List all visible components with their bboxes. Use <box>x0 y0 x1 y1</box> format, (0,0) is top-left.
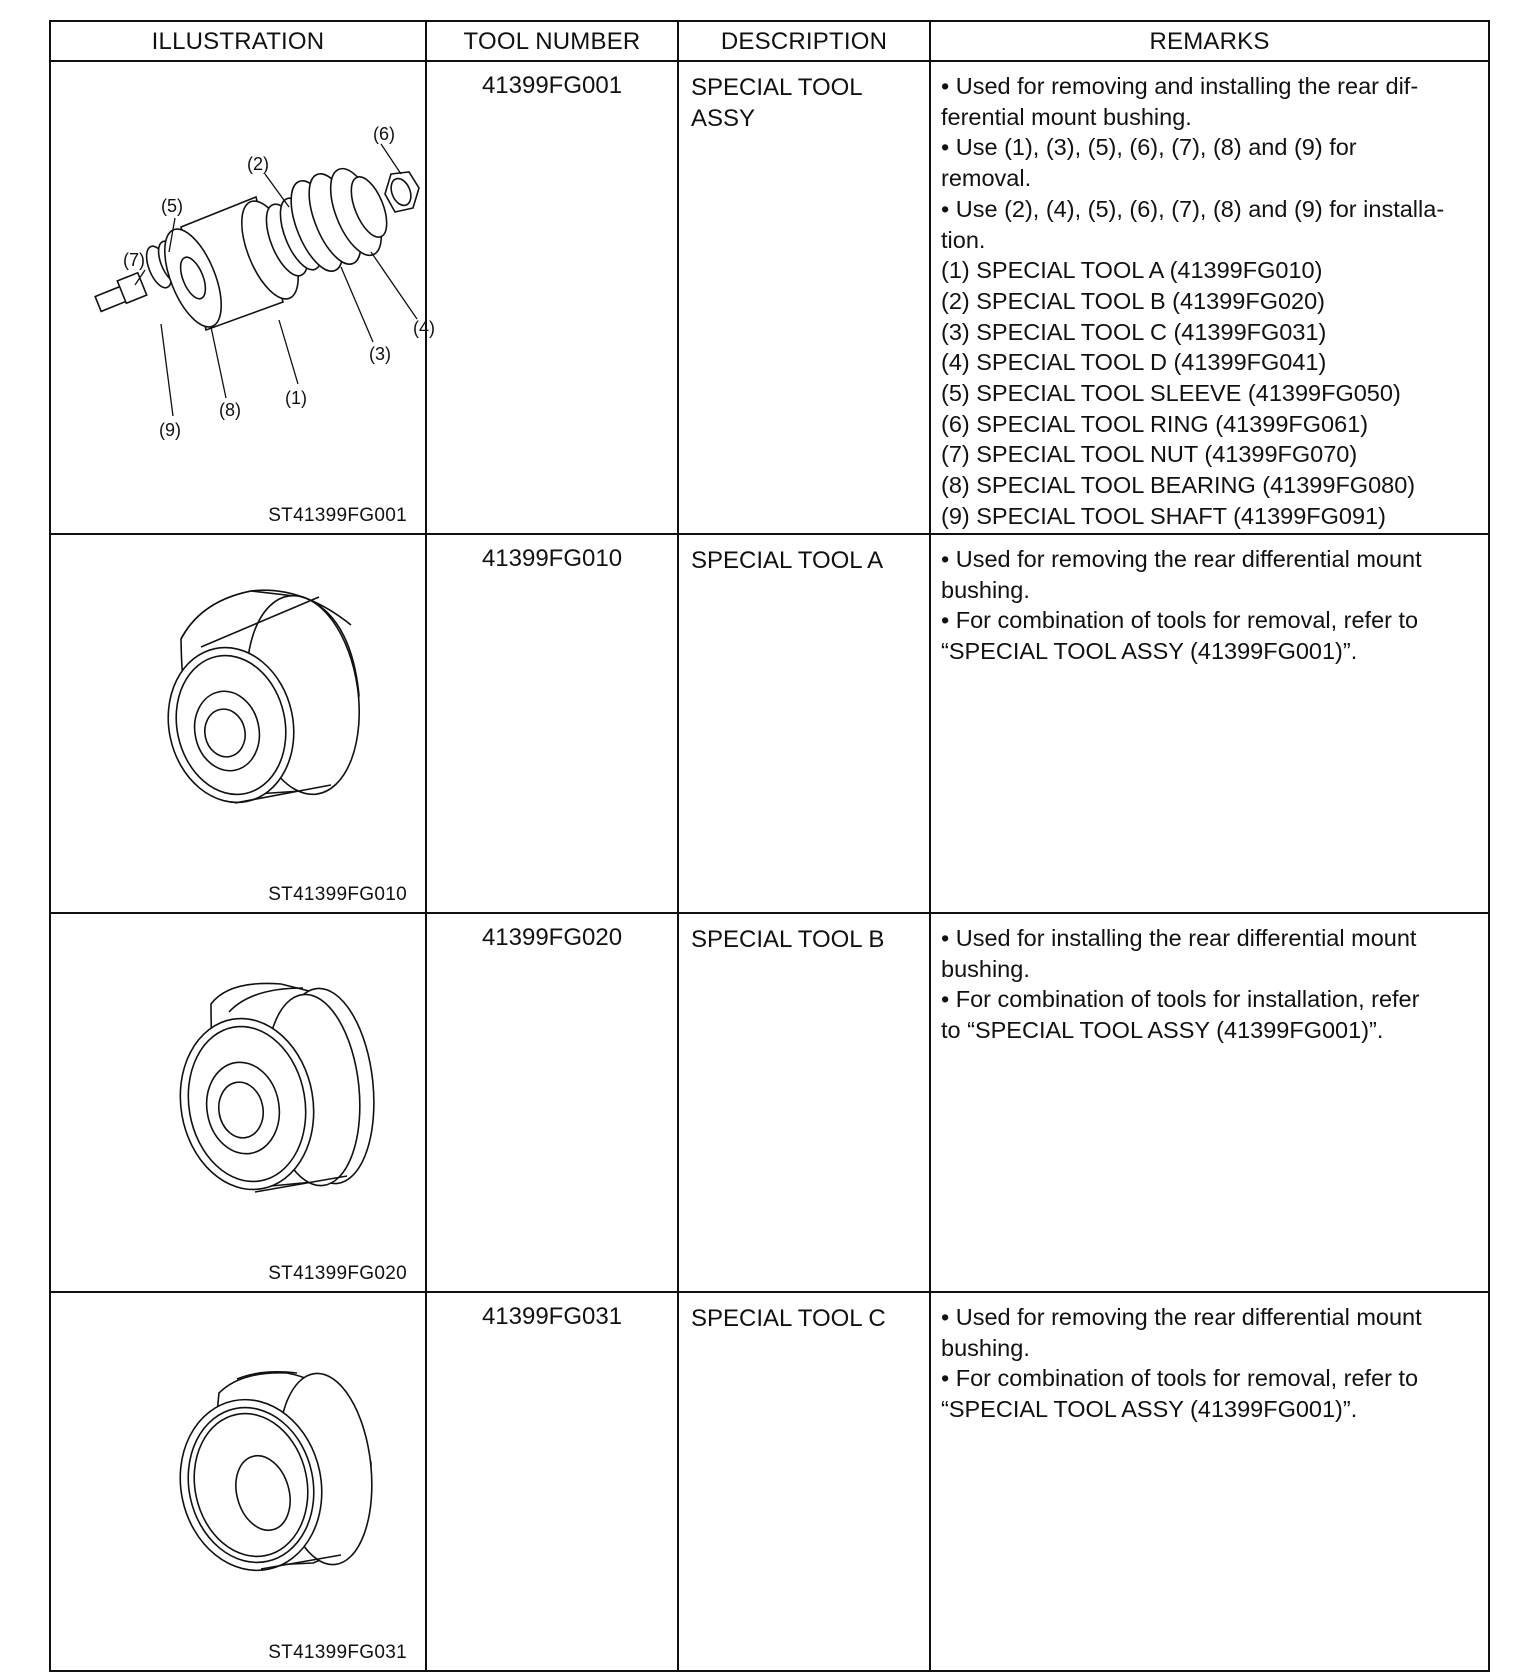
tool-number: 41399FG001 <box>426 61 678 534</box>
remark-line: • Used for installing the rear differential mount <box>941 925 1417 951</box>
table-row <box>50 913 1489 1292</box>
special-tools-sheet <box>49 20 1488 1672</box>
illustration-cell <box>50 61 435 534</box>
remark-line: (9) SPECIAL TOOL SHAFT (41399FG091) <box>941 502 1386 529</box>
remark-line: (6) SPECIAL TOOL RING (41399FG061) <box>941 410 1369 437</box>
remark-line: (5) SPECIAL TOOL SLEEVE (41399FG050) <box>941 380 1401 407</box>
remark-line: • Used for removing the rear differential mount <box>941 1304 1422 1330</box>
remark-line: “SPECIAL TOOL ASSY (41399FG001)”. <box>941 638 1358 665</box>
remarks-cell <box>930 61 1489 534</box>
remarks-cell <box>930 913 1489 1292</box>
remark-line: • Used for removing the rear differential mount <box>941 546 1422 572</box>
special-tool-a-illustration <box>51 535 425 901</box>
remark-line: bushing. <box>941 576 1030 603</box>
table-row <box>50 1292 1489 1671</box>
table-row <box>50 534 1489 913</box>
illustration-code: ST41399FG010 <box>268 884 407 905</box>
remark-line: • Use (1), (3), (5), (6), (7), (8) and (9) for <box>941 134 1357 161</box>
remark-line: • Use (2), (4), (5), (6), (7), (8) and (9) for installa- <box>941 195 1445 222</box>
callout-6: (6) <box>373 124 395 144</box>
tool-description: SPECIAL TOOL ASSY <box>678 61 930 534</box>
callout-7: (7) <box>123 250 145 270</box>
tool-description: SPECIAL TOOL C <box>678 1292 930 1671</box>
tool-number: 41399FG031 <box>426 1292 678 1671</box>
special-tool-b-illustration <box>51 914 425 1280</box>
tool-number: 41399FG010 <box>426 534 678 913</box>
remark-line: (3) SPECIAL TOOL C (41399FG031) <box>941 318 1327 345</box>
remark-line: (8) SPECIAL TOOL BEARING (41399FG080) <box>941 472 1416 499</box>
illustration-code: ST41399FG031 <box>268 1642 407 1663</box>
remark-line: (1) SPECIAL TOOL A (41399FG010) <box>941 257 1323 284</box>
header-description: DESCRIPTION <box>678 21 930 61</box>
remarks-cell <box>930 534 1489 913</box>
remark-line: to “SPECIAL TOOL ASSY (41399FG001)”. <box>941 1017 1384 1044</box>
tool-description: SPECIAL TOOL A <box>678 534 930 913</box>
tool-assy-exploded-illustration <box>51 62 435 522</box>
illustration-cell <box>50 534 426 913</box>
remark-line: • For combination of tools for installation, refer <box>941 986 1420 1013</box>
remark-line: (4) SPECIAL TOOL D (41399FG041) <box>941 349 1327 376</box>
tool-number: 41399FG020 <box>426 913 678 1292</box>
header-row <box>50 21 1489 61</box>
illustration-cell <box>50 913 426 1292</box>
callout-5: (5) <box>161 196 183 216</box>
remark-line: removal. <box>941 165 1032 192</box>
remark-line: • Used for removing and installing the rear dif- <box>941 73 1419 99</box>
table-row <box>50 61 1489 534</box>
callout-8: (8) <box>219 400 241 420</box>
header-tool-number: TOOL NUMBER <box>426 21 678 61</box>
remark-line: (7) SPECIAL TOOL NUT (41399FG070) <box>941 441 1358 468</box>
remark-line: • For combination of tools for removal, refer to <box>941 607 1419 634</box>
header-illustration: ILLUSTRATION <box>50 21 426 61</box>
header-remarks: REMARKS <box>930 21 1489 61</box>
remark-line: “SPECIAL TOOL ASSY (41399FG001)”. <box>941 1396 1358 1423</box>
remark-line: ferential mount bushing. <box>941 103 1192 130</box>
illustration-code: ST41399FG001 <box>268 505 407 526</box>
remark-line: bushing. <box>941 955 1030 982</box>
callout-4: (4) <box>413 318 435 338</box>
remarks-cell <box>930 1292 1489 1671</box>
remark-line: • For combination of tools for removal, refer to <box>941 1365 1419 1392</box>
remark-line: (2) SPECIAL TOOL B (41399FG020) <box>941 287 1326 314</box>
callout-2: (2) <box>247 154 269 174</box>
remark-line: tion. <box>941 226 986 253</box>
special-tools-table <box>49 20 1490 1672</box>
callout-3: (3) <box>369 344 391 364</box>
remark-line: bushing. <box>941 1334 1030 1361</box>
callout-9: (9) <box>159 420 181 440</box>
illustration-cell <box>50 1292 426 1671</box>
tool-description: SPECIAL TOOL B <box>678 913 930 1292</box>
special-tool-c-illustration <box>51 1293 425 1659</box>
illustration-code: ST41399FG020 <box>268 1263 407 1284</box>
callout-1: (1) <box>285 388 307 408</box>
